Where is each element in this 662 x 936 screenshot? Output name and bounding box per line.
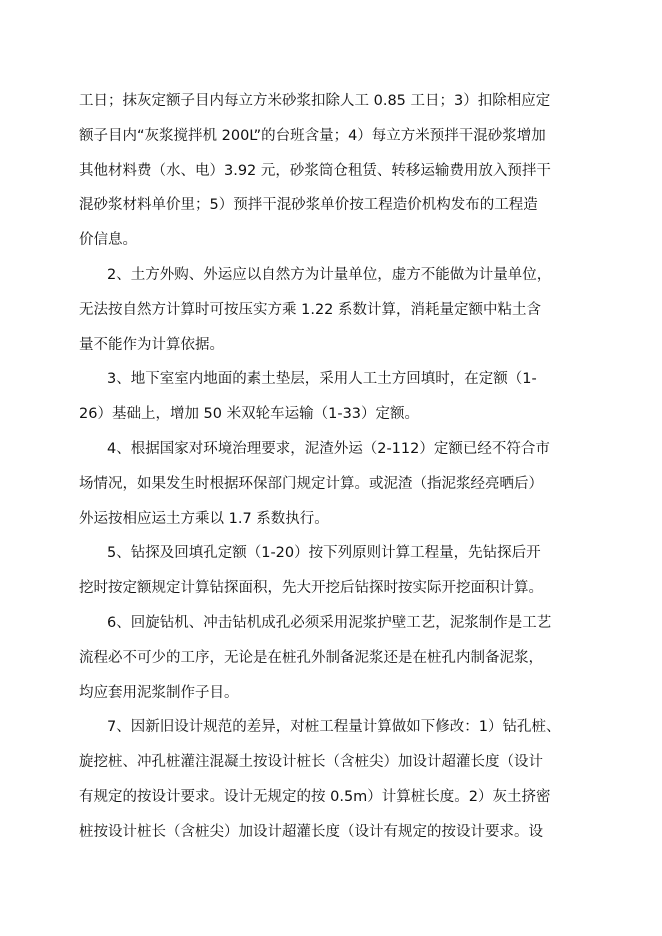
text-line: 5、钻探及回填孔定额（1-20）按下列原则计算工程量，先钻探后开 — [107, 545, 541, 562]
text-line: 额子目内“灰浆搅拌机 200L”的台班含量；4）每立方米预拌干混砂浆增加 — [79, 127, 546, 144]
text-line: 均应套用泥浆制作子目。 — [79, 684, 239, 701]
text-line: 流程必不可少的工序，无论是在桩孔外制备泥浆还是在桩孔内制备泥浆， — [79, 649, 543, 666]
text-line: 旋挖桩、冲孔桩灌注混凝土按设计桩长（含桩尖）加设计超灌长度（设计 — [79, 754, 543, 771]
text-line: 价信息。 — [79, 232, 137, 249]
text-line: 有规定的按设计要求。设计无规定的按 0.5m）计算桩长度。2）灰土挤密 — [79, 788, 551, 805]
text-line: 混砂浆材料单价里；5）预拌干混砂浆单价按工程造价机构发布的工程造 — [79, 197, 538, 214]
text-line: 6、回旋钻机、冲击钻机成孔必须采用泥浆护壁工艺，泥浆制作是工艺 — [107, 614, 552, 631]
text-line: 4、根据国家对环境治理要求，泥渣外运（2-112）定额已经不符合市 — [107, 440, 550, 457]
text-line: 外运按相应运土方乘以 1.7 系数执行。 — [79, 510, 329, 527]
text-line: 无法按自然方计算时可按压实方乘 1.22 系数计算，消耗量定额中粘土含 — [79, 301, 542, 318]
paragraph-5 — [79, 536, 587, 606]
text-line: 26）基础上，增加 50 米双轮车运输（1-33）定额。 — [79, 406, 420, 423]
paragraph-4 — [79, 432, 587, 536]
paragraph-1 — [79, 84, 587, 258]
text-line: 桩按设计桩长（含桩尖）加设计超灌长度（设计有规定的按设计要求。设 — [79, 823, 543, 840]
document-body — [79, 84, 587, 850]
paragraph-6 — [79, 606, 587, 710]
text-line: 7、因新旧设计规范的差异，对桩工程量计算做如下修改：1）钻孔桩、 — [107, 719, 561, 736]
text-line: 其他材料费（水、电）3.92 元，砂浆筒仓租赁、转移运输费用放入预拌干 — [79, 162, 551, 179]
text-line: 量不能作为计算依据。 — [79, 336, 224, 353]
text-line: 挖时按定额规定计算钻探面积，先大开挖后钻探时按实际开挖面积计算。 — [79, 580, 543, 597]
text-line: 场情况，如果发生时根据环保部门规定计算。或泥渣（指泥浆经亮晒后） — [79, 475, 543, 492]
paragraph-7 — [79, 710, 587, 849]
text-line: 2、土方外购、外运应以自然方为计量单位，虚方不能做为计量单位， — [107, 266, 552, 283]
paragraph-2 — [79, 258, 587, 362]
text-line: 工日；抹灰定额子目内每立方米砂浆扣除人工 0.85 工日；3）扣除相应定 — [79, 93, 551, 109]
text-line: 3、地下室室内地面的素土垫层，采用人工土方回填时，在定额（1- — [107, 371, 537, 388]
paragraph-3 — [79, 362, 587, 432]
